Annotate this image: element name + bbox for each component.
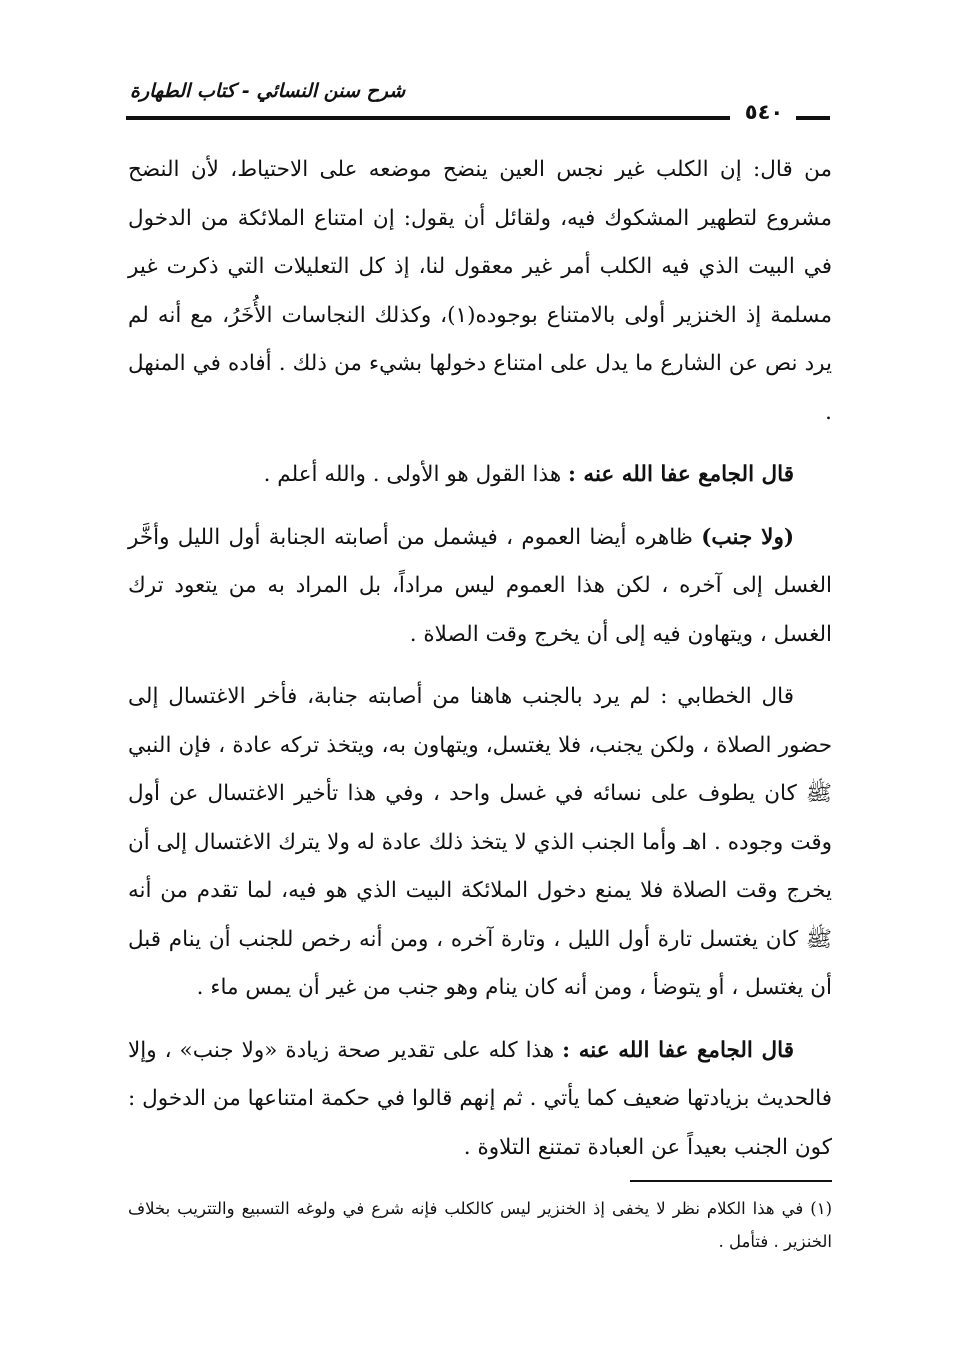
- paragraph-3: [128, 514, 832, 660]
- paragraph-1: من قال: إن الكلب غير نجس العين ينضح موضعه على الاحتياط، لأن النضح مشروع لتطهير المشكوك فيه، ولقائل أن يقول: إن امتناع الملائكة من الدخول في البيت الذي فيه الكلب أمر غير معقول لنا، إذ كل التعليلات التي ذكرت غير مسلمة إذ الخنزير أولى بالامتناع بوجوده(١)، وكذلك النجاسات الأُخَرُ، مع أنه لم يرد نص عن الشارع ما يدل على امتناع دخولها بشيء من ذلك . أفاده في المنهل .: [128, 157, 832, 425]
- running-title: شرح سنن النسائي - كتاب الطهارة: [130, 80, 406, 102]
- header-rule-short: [796, 116, 830, 120]
- footnote: (١) في هذا الكلام نظر لا يخفى إذ الخنزير ليس كالكلب فإنه شرع في ولوغه التسبيع والتتريب بخلاف الخنزير . فتأمل .: [128, 1199, 832, 1251]
- header-rule: [126, 116, 730, 120]
- paragraph-5-text: هذا كله على تقدير صحة زيادة «ولا جنب» ، وإلا فالحديث بزيادتها ضعيف كما يأتي . ثم إنهم قالوا في حكمة امتناعها من الدخول : كون الجنب بعيداً عن العبادة تمتنع التلاوة .: [128, 1037, 832, 1160]
- paragraph-2-lead: قال الجامع عفا الله عنه :: [568, 462, 794, 487]
- footnote-separator: [630, 1180, 832, 1182]
- paragraph-5-lead: قال الجامع عفا الله عنه :: [562, 1037, 794, 1063]
- paragraph-3-text: ظاهره أيضا العموم ، فيشمل من أصابته الجنابة أول الليل وأخَّر الغسل إلى آخره ، لكن هذا العموم ليس مراداً، بل المراد به من يتعود ترك الغسل ، ويتهاون فيه إلى أن يخرج وقت الصلاة .: [128, 524, 832, 647]
- paragraph-2-text: هذا القول هو الأولى . والله أعلم .: [263, 462, 568, 487]
- paragraph-2: [128, 451, 832, 500]
- paragraph-4: قال الخطابي : لم يرد بالجنب هاهنا من أصابته جنابة، فأخر الاغتسال إلى حضور الصلاة ، ولكن يجنب، فلا يغتسل، ويتهاون به، ويتخذ تركه عادة ، فإن النبي ﷺ كان يطوف على نسائه في غسل واحد ، وفي هذا تأخير الاغتسال عن أول وقت وجوده . اهـ وأما الجنب الذي لا يتخذ ذلك عادة له ولا يترك الاغتسال إلى أن يخرج وقت الصلاة فلا يمنع دخول الملائكة البيت الذي هو فيه، لما تقدم من أنه ﷺ كان يغتسل تارة أول الليل ، وتارة آخره ، ومن أنه رخص للجنب أن ينام قبل أن يغتسل ، أو يتوضأ ، ومن أنه كان ينام وهو جنب من غير أن يمس ماء .: [128, 684, 832, 1000]
- page-number: ٥٤٠: [744, 100, 784, 124]
- paragraph-5: [128, 1027, 832, 1173]
- paragraph-3-lead: (ولا جنب): [701, 524, 794, 550]
- main-text: [128, 146, 832, 1186]
